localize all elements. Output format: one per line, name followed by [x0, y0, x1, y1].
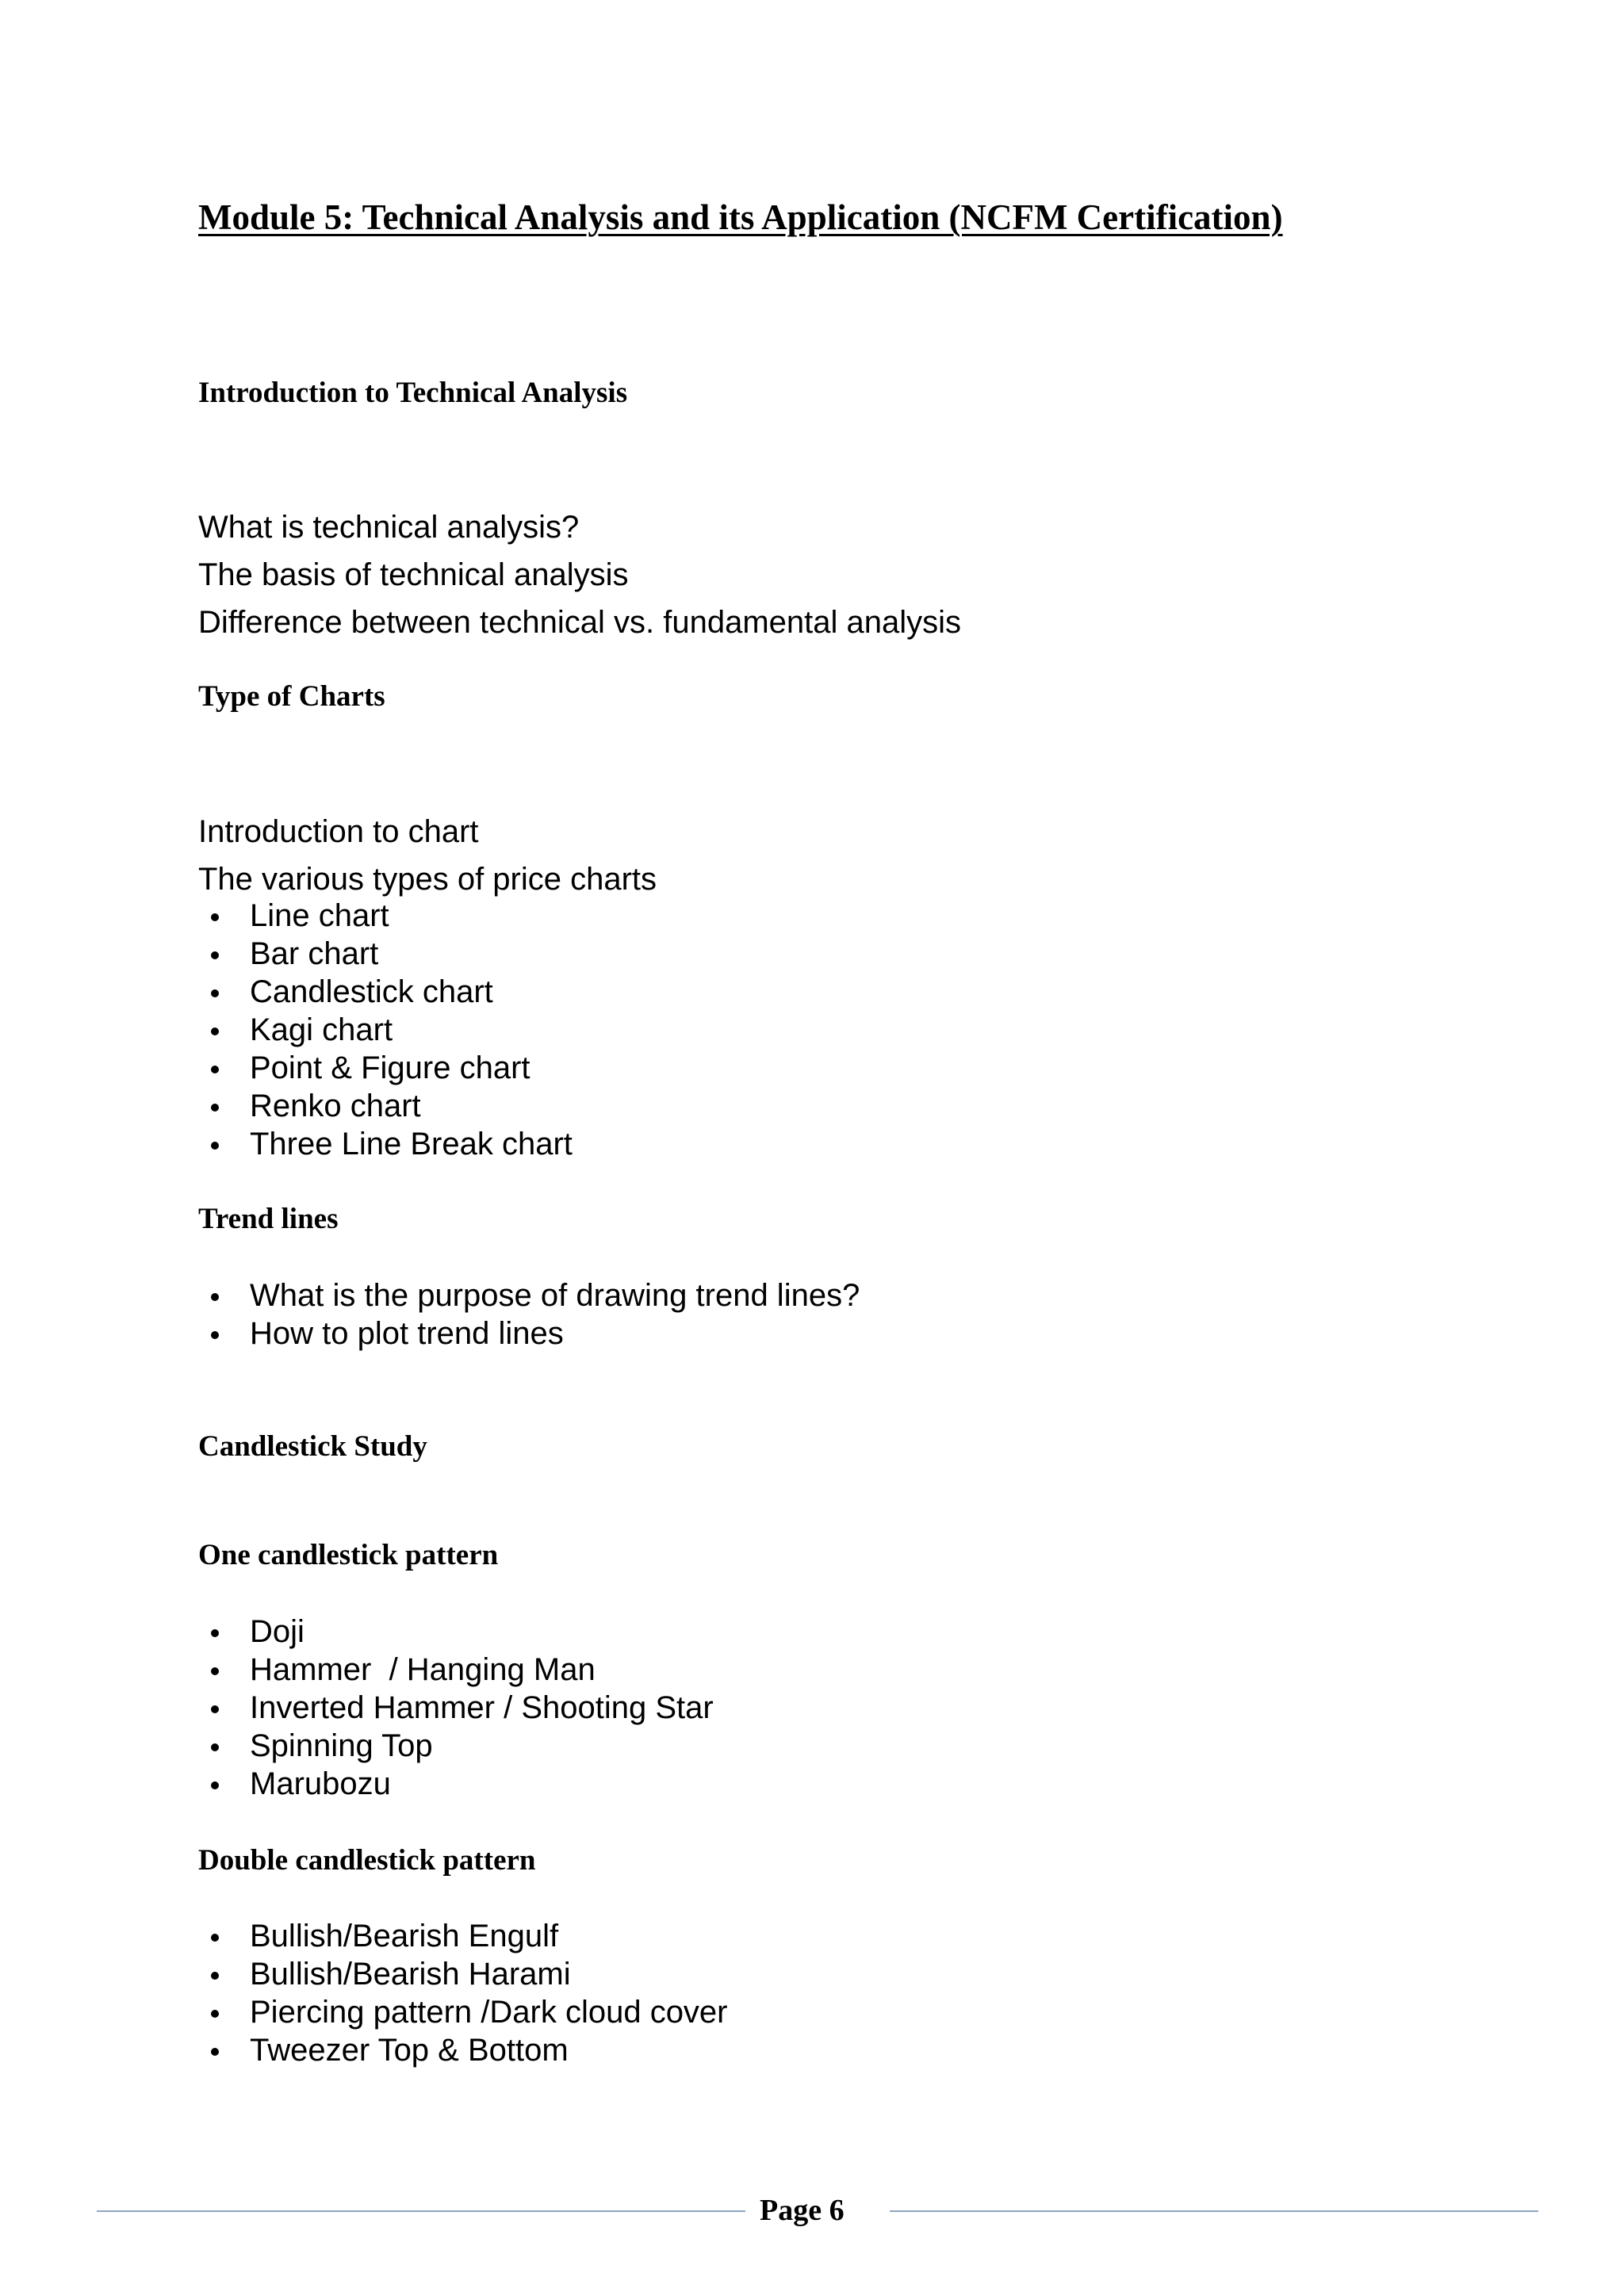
- list-item-label: Bullish/Bearish Harami: [250, 1957, 571, 1992]
- list-item: [198, 1993, 728, 2031]
- section-heading-one-pattern: One candlestick pattern: [198, 1539, 499, 1571]
- list-item: [198, 1955, 728, 1993]
- list-item: [198, 1314, 860, 1353]
- list-item: [198, 2031, 728, 2069]
- list-item-label: Line chart: [250, 898, 389, 933]
- list-item: [198, 1276, 860, 1314]
- list-item: [198, 973, 573, 1011]
- bullet-icon: [211, 1331, 219, 1339]
- section-heading-trend: Trend lines: [198, 1203, 339, 1235]
- list-item-label: Bar chart: [250, 936, 379, 971]
- bullet-icon: [211, 2010, 219, 2018]
- bullet-icon: [211, 1104, 219, 1112]
- list-item-label: Kagi chart: [250, 1012, 393, 1047]
- chart-types-list: [198, 897, 573, 1163]
- bullet-icon: [211, 1743, 219, 1751]
- list-item-label: Piercing pattern /Dark cloud cover: [250, 1995, 728, 2030]
- list-item-label: Marubozu: [250, 1766, 391, 1801]
- list-item-label: Renko chart: [250, 1089, 421, 1123]
- list-item: [198, 1011, 573, 1049]
- list-item-label: Tweezer Top & Bottom: [250, 2033, 569, 2068]
- list-item: [198, 1651, 714, 1689]
- page-title: Module 5: Technical Analysis and its Application (NCFM Certification): [198, 197, 1283, 237]
- bullet-icon: [211, 989, 219, 997]
- list-item-label: Spinning Top: [250, 1728, 433, 1763]
- list-item-label: Inverted Hammer / Shooting Star: [250, 1690, 714, 1725]
- list-item: The basis of technical analysis: [198, 557, 629, 592]
- list-item: [198, 1125, 573, 1163]
- list-item-label: What is the purpose of drawing trend lines?: [250, 1278, 860, 1313]
- list-item-label: How to plot trend lines: [250, 1316, 564, 1351]
- list-item-label: Bullish/Bearish Engulf: [250, 1919, 559, 1954]
- list-item-label: Doji: [250, 1614, 304, 1649]
- bullet-icon: [211, 2048, 219, 2056]
- bullet-icon: [211, 951, 219, 959]
- bullet-icon: [211, 1293, 219, 1301]
- bullet-icon: [211, 1667, 219, 1675]
- list-item: [198, 1613, 714, 1651]
- bullet-icon: [211, 1629, 219, 1637]
- footer-rule-right: [890, 2210, 1538, 2212]
- one-pattern-list: [198, 1613, 714, 1803]
- section-heading-candlestick: Candlestick Study: [198, 1430, 427, 1463]
- section-heading-double-pattern: Double candlestick pattern: [198, 1844, 536, 1877]
- list-item-label: Candlestick chart: [250, 974, 493, 1009]
- list-item-label: Point & Figure chart: [250, 1050, 530, 1085]
- section-heading-intro: Introduction to Technical Analysis: [198, 377, 628, 409]
- list-item: What is technical analysis?: [198, 510, 580, 545]
- bullet-icon: [211, 1066, 219, 1073]
- list-item: [198, 1049, 573, 1087]
- trend-lines-list: [198, 1276, 860, 1353]
- list-item: [198, 1765, 714, 1803]
- list-item: [198, 897, 573, 935]
- list-item-label: Three Line Break chart: [250, 1127, 573, 1161]
- list-item-label: Hammer / Hanging Man: [250, 1652, 596, 1687]
- bullet-icon: [211, 913, 219, 921]
- section-heading-charts: Type of Charts: [198, 680, 385, 713]
- bullet-icon: [211, 1027, 219, 1035]
- list-item: The various types of price charts: [198, 862, 657, 897]
- double-pattern-list: [198, 1917, 728, 2069]
- intro-list: [198, 503, 961, 646]
- list-item: [198, 1917, 728, 1955]
- list-item: Difference between technical vs. fundamental analysis: [198, 605, 962, 640]
- list-item: Introduction to chart: [198, 814, 479, 849]
- charts-intro-list: [198, 808, 657, 903]
- list-item: [198, 1087, 573, 1125]
- bullet-icon: [211, 1705, 219, 1713]
- bullet-icon: [211, 1934, 219, 1942]
- page-number: Page 6: [760, 2194, 845, 2227]
- footer-rule-left: [97, 2210, 745, 2212]
- list-item: [198, 935, 573, 973]
- bullet-icon: [211, 1781, 219, 1789]
- list-item: [198, 1689, 714, 1727]
- bullet-icon: [211, 1142, 219, 1150]
- list-item: [198, 1727, 714, 1765]
- bullet-icon: [211, 1972, 219, 1980]
